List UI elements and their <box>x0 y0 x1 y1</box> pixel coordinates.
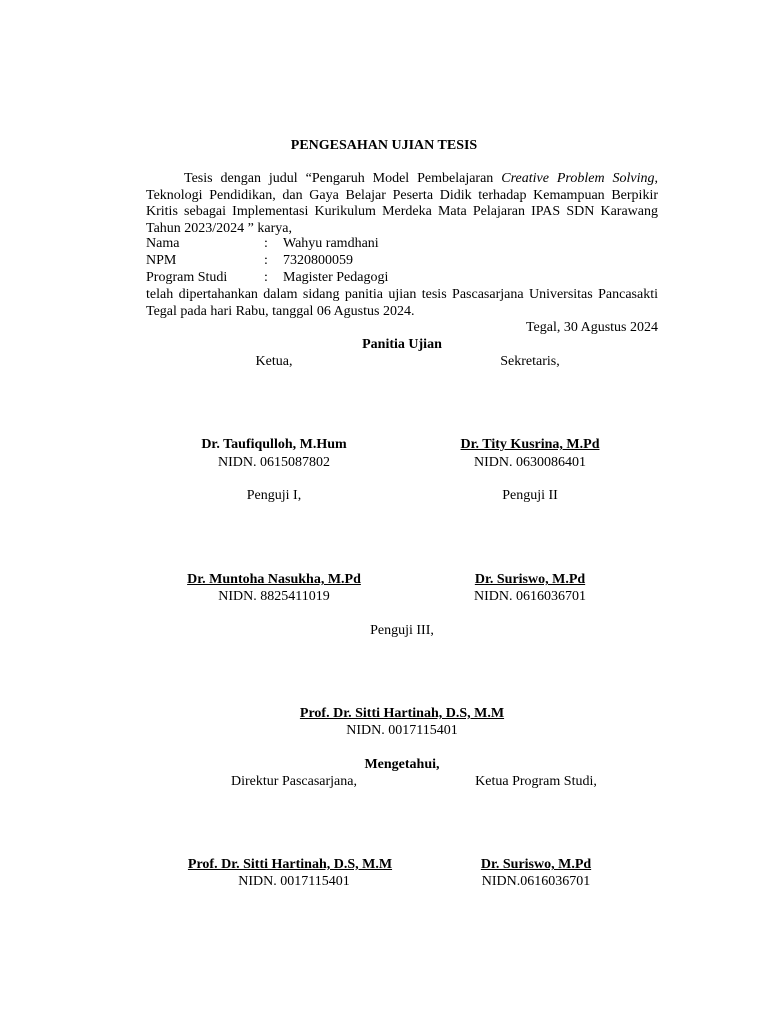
sekretaris-name: Dr. Tity Kusrina, M.Pd <box>460 437 600 452</box>
intro-italic: Creative Problem Solving <box>501 171 655 186</box>
field-label-npm: NPM <box>146 253 177 268</box>
kaprodi-nidn: NIDN.0616036701 <box>481 874 591 889</box>
field-colon-prodi: : <box>264 270 268 285</box>
sekretaris-nidn: NIDN. 0630086401 <box>474 455 586 470</box>
penguji3-role: Penguji III, <box>370 623 434 638</box>
ketua-role: Ketua, <box>255 354 293 369</box>
penguji3-name: Prof. Dr. Sitti Hartinah, D.S, M.M <box>299 706 505 721</box>
approval-heading: Mengetahui, <box>364 757 440 772</box>
field-label-prodi: Program Studi <box>146 270 228 285</box>
field-label-nama: Nama <box>146 236 180 251</box>
kaprodi-role: Ketua Program Studi, <box>475 774 597 789</box>
direktur-name: Prof. Dr. Sitti Hartinah, D.S, M.M <box>187 857 393 872</box>
field-value-prodi: Magister Pedagogi <box>283 270 389 285</box>
penguji2-nidn: NIDN. 0616036701 <box>474 589 586 604</box>
direktur-role: Direktur Pascasarjana, <box>231 774 357 789</box>
penguji1-nidn: NIDN. 8825411019 <box>218 589 330 604</box>
kaprodi-name: Dr. Suriswo, M.Pd <box>480 857 592 872</box>
field-value-nama: Wahyu ramdhani <box>283 236 379 251</box>
sekretaris-role: Sekretaris, <box>500 354 560 369</box>
field-colon-nama: : <box>264 236 268 251</box>
penguji1-role: Penguji I, <box>246 488 302 503</box>
penguji2-name: Dr. Suriswo, M.Pd <box>474 572 586 587</box>
direktur-nidn: NIDN. 0017115401 <box>238 874 350 889</box>
document-title: PENGESAHAN UJIAN TESIS <box>290 138 478 153</box>
intro-paragraph <box>146 171 658 237</box>
field-value-npm: 7320800059 <box>283 253 353 268</box>
ketua-nidn: NIDN. 0615087802 <box>218 455 330 470</box>
intro-prefix: Tesis dengan judul “Pengaruh Model Pembelajaran <box>184 171 502 186</box>
closing-paragraph: telah dipertahankan dalam sidang panitia ujian tesis Pascasarjana Universitas Pancasakti Tegal pada hari Rabu, tanggal 06 Agustus 2024. <box>146 287 658 319</box>
penguji2-role: Penguji II <box>502 488 558 503</box>
date-line: Tegal, 30 Agustus 2024 <box>525 320 658 335</box>
ketua-name: Dr. Taufiqulloh, M.Hum <box>201 437 347 452</box>
committee-heading: Panitia Ujian <box>362 337 442 352</box>
intro-suffix: , Teknologi Pendidikan, dan Gaya Belajar Peserta Didik terhadap Kemampuan Berpikir Kritis sebagai Implementasi Kurikulum Merdeka Mata Pelajaran IPAS SDN Karawang Tahun 2023/2024 ” karya, <box>146 171 659 236</box>
penguji3-nidn: NIDN. 0017115401 <box>346 723 458 738</box>
field-colon-npm: : <box>264 253 268 268</box>
penguji1-name: Dr. Muntoha Nasukha, M.Pd <box>187 572 361 587</box>
